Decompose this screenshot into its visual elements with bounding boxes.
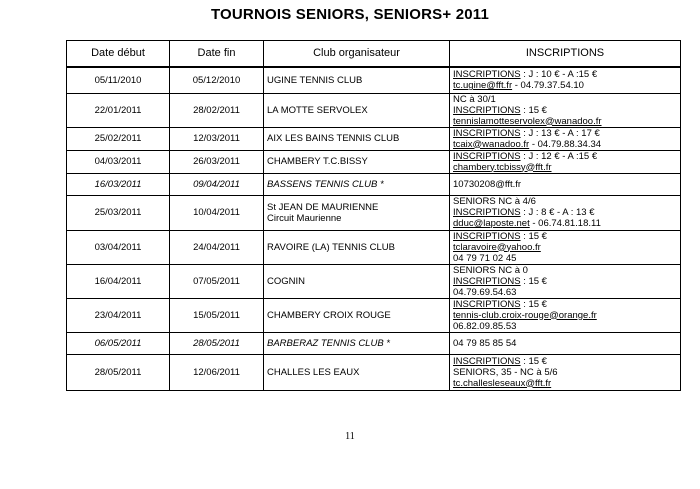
- date-debut-cell: 25/03/2011: [67, 195, 170, 230]
- date-fin-cell: 12/03/2011: [170, 127, 264, 150]
- date-fin-cell: 07/05/2011: [170, 264, 264, 298]
- club-name-line: RAVOIRE (LA) TENNIS CLUB: [267, 241, 395, 253]
- date-debut-cell: 16/04/2011: [67, 264, 170, 298]
- club-name-line: CHALLES LES EAUX: [267, 366, 360, 378]
- table-row: [67, 354, 681, 390]
- date-debut-cell: 28/05/2011: [67, 354, 170, 390]
- header-inscriptions: INSCRIPTIONS: [450, 41, 681, 68]
- table-body: [67, 67, 681, 390]
- club-cell: [264, 332, 450, 354]
- date-fin-cell: 09/04/2011: [170, 173, 264, 195]
- inscriptions-cell: [450, 230, 681, 264]
- underlined-text: tc.ugine@fft.fr: [453, 80, 513, 92]
- date-debut-cell: 06/05/2011: [67, 332, 170, 354]
- tournament-table: [66, 40, 681, 391]
- inscription-line: INSCRIPTIONS : J : 13 € - A : 17 €: [453, 127, 600, 139]
- table-row: [67, 93, 681, 127]
- header-date-debut: Date début: [67, 41, 170, 68]
- date-debut-cell: 03/04/2011: [67, 230, 170, 264]
- underlined-text: dduc@laposte.net: [453, 218, 530, 229]
- table-row: [67, 127, 681, 150]
- underlined-text: tcaix@wanadoo.fr: [453, 138, 530, 150]
- underlined-text: INSCRIPTIONS: [453, 150, 521, 162]
- inscriptions-cell: [450, 354, 681, 390]
- inscription-line: INSCRIPTIONS : 15 €: [453, 104, 547, 116]
- club-cell: [264, 264, 450, 298]
- club-cell: [264, 230, 450, 264]
- header-date-fin: Date fin: [170, 41, 264, 68]
- table-row: [67, 67, 681, 93]
- underlined-text: tennislamotteservolex@wanadoo.fr: [453, 115, 602, 127]
- inscription-line: INSCRIPTIONS : 15 €: [453, 230, 547, 242]
- club-cell: [264, 195, 450, 230]
- club-name-line: Circuit Maurienne: [267, 212, 342, 224]
- date-fin-cell: 28/05/2011: [170, 332, 264, 354]
- club-name-line: St JEAN DE MAURIENNE: [267, 201, 379, 213]
- table-row: [67, 230, 681, 264]
- inscription-line: [453, 310, 677, 321]
- table-row: [67, 150, 681, 173]
- inscription-line: [453, 116, 677, 127]
- club-cell: [264, 354, 450, 390]
- inscription-line: [453, 162, 677, 173]
- page-title: TOURNOIS SENIORS, SENIORS+ 2011: [210, 6, 490, 23]
- club-name-line: BARBERAZ TENNIS CLUB *: [267, 337, 390, 349]
- table-header-row: [67, 41, 681, 68]
- inscription-line: dduc@laposte.net - 06.74.81.18.11: [453, 218, 601, 229]
- club-name-line: COGNIN: [267, 275, 305, 287]
- underlined-text: chambery.tcbissy@fft.fr: [453, 161, 552, 173]
- inscription-line: [453, 242, 677, 253]
- header-club: Club organisateur: [264, 41, 450, 68]
- date-debut-cell: 22/01/2011: [67, 93, 170, 127]
- inscription-line: SENIORS NC à 0: [453, 264, 528, 276]
- table-row: [67, 173, 681, 195]
- underlined-text: INSCRIPTIONS: [453, 104, 521, 116]
- club-name-line: CHAMBERY T.C.BISSY: [267, 156, 368, 167]
- underlined-text: tc.challesleseaux@fft.fr: [453, 377, 552, 389]
- inscription-line: INSCRIPTIONS : J : 8 € - A : 13 €: [453, 207, 595, 218]
- club-name-line: LA MOTTE SERVOLEX: [267, 104, 368, 116]
- inscriptions-cell: [450, 264, 681, 298]
- date-fin-cell: 10/04/2011: [170, 195, 264, 230]
- date-fin-cell: 05/12/2010: [170, 67, 264, 93]
- club-name-line: BASSENS TENNIS CLUB *: [267, 178, 384, 190]
- club-name-line: AIX LES BAINS TENNIS CLUB: [267, 133, 400, 144]
- club-name-line: UGINE TENNIS CLUB: [267, 74, 363, 86]
- inscriptions-cell: [450, 298, 681, 332]
- underlined-text: INSCRIPTIONS: [453, 69, 521, 81]
- inscription-line: 04 79 85 85 54: [453, 337, 517, 349]
- date-debut-cell: 05/11/2010: [67, 67, 170, 93]
- inscription-line: [453, 378, 677, 389]
- table-row: [67, 195, 681, 230]
- underlined-text: INSCRIPTIONS: [453, 275, 521, 287]
- underlined-text: INSCRIPTIONS: [453, 127, 521, 139]
- inscription-line: 04 79 71 02 45: [453, 252, 517, 264]
- inscription-line: INSCRIPTIONS : J : 12 € - A :15 €: [453, 150, 598, 162]
- underlined-text: tennis-club.croix-rouge@orange.fr: [453, 309, 597, 321]
- club-cell: [264, 127, 450, 150]
- inscriptions-cell: [450, 150, 681, 173]
- inscription-line: tcaix@wanadoo.fr - 04.79.88.34.34: [453, 138, 602, 150]
- club-name-line: CHAMBERY CROIX ROUGE: [267, 309, 391, 321]
- inscriptions-cell: [450, 127, 681, 150]
- inscription-line: SENIORS, 35 - NC à 5/6: [453, 366, 558, 378]
- page-number: 11: [345, 431, 355, 442]
- club-cell: [264, 173, 450, 195]
- date-debut-cell: 25/02/2011: [67, 127, 170, 150]
- underlined-text: INSCRIPTIONS: [453, 355, 521, 367]
- date-fin-cell: 28/02/2011: [170, 93, 264, 127]
- club-cell: [264, 298, 450, 332]
- inscriptions-cell: [450, 332, 681, 354]
- date-fin-cell: 26/03/2011: [170, 150, 264, 173]
- date-debut-cell: 16/03/2011: [67, 173, 170, 195]
- underlined-text: INSCRIPTIONS: [453, 207, 521, 218]
- inscriptions-cell: [450, 173, 681, 195]
- date-debut-cell: 04/03/2011: [67, 150, 170, 173]
- table-row: [67, 332, 681, 354]
- underlined-text: INSCRIPTIONS: [453, 298, 521, 310]
- date-fin-cell: 24/04/2011: [170, 230, 264, 264]
- table-row: [67, 298, 681, 332]
- club-cell: [264, 150, 450, 173]
- underlined-text: tclaravoire@yahoo.fr: [453, 241, 541, 253]
- inscription-line: NC à 30/1: [453, 93, 496, 105]
- date-fin-cell: 15/05/2011: [170, 298, 264, 332]
- inscription-line: INSCRIPTIONS : 15 €: [453, 355, 547, 367]
- inscriptions-cell: [450, 67, 681, 93]
- underlined-text: INSCRIPTIONS: [453, 230, 521, 242]
- inscription-line: 04.79.69.54.63: [453, 286, 517, 298]
- club-cell: [264, 67, 450, 93]
- inscription-line: INSCRIPTIONS : 15 €: [453, 298, 547, 310]
- inscription-line: INSCRIPTIONS : J : 10 € - A :15 €: [453, 69, 598, 81]
- inscription-line: INSCRIPTIONS : 15 €: [453, 275, 547, 287]
- club-cell: [264, 93, 450, 127]
- inscription-line: 06.82.09.85.53: [453, 320, 517, 332]
- inscriptions-cell: [450, 93, 681, 127]
- inscription-line: 10730208@fft.fr: [453, 178, 522, 190]
- date-fin-cell: 12/06/2011: [170, 354, 264, 390]
- table-row: [67, 264, 681, 298]
- inscription-line: tc.ugine@fft.fr - 04.79.37.54.10: [453, 80, 584, 92]
- date-debut-cell: 23/04/2011: [67, 298, 170, 332]
- inscription-line: SENIORS NC à 4/6: [453, 196, 536, 207]
- inscriptions-cell: [450, 195, 681, 230]
